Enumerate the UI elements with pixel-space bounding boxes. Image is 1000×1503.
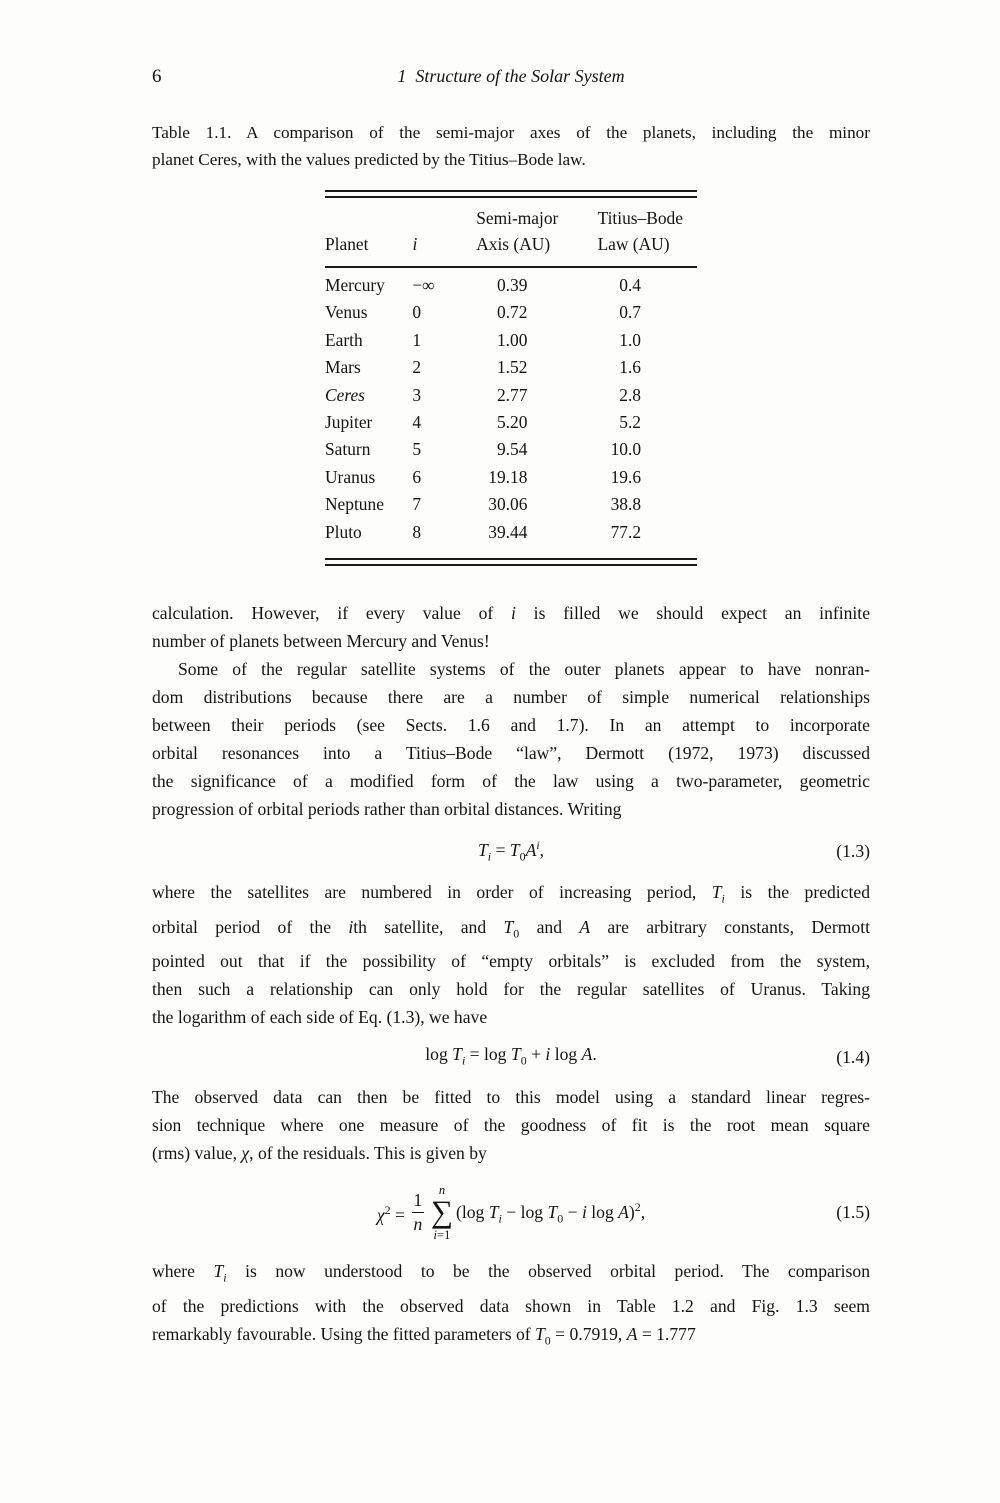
text-line: the significance of a modified form of the law using a two-parameter, geometric — [152, 770, 870, 791]
planet-name: Neptune — [325, 494, 384, 515]
table-header-row — [325, 198, 697, 266]
axis-value: 39.44 — [488, 521, 528, 542]
table-row — [325, 439, 697, 466]
body-text — [152, 599, 870, 1354]
i-value: −∞ — [412, 275, 435, 295]
planet-name: Saturn — [325, 439, 371, 460]
i-value: 7 — [412, 494, 422, 515]
text-line: progression of orbital periods rather than orbital distances. Writing — [152, 798, 622, 819]
page-header — [152, 66, 870, 96]
fraction — [412, 1191, 424, 1234]
equation-number: (1.5) — [836, 1202, 870, 1223]
law-value: 1.6 — [619, 357, 642, 378]
table-caption-line: planet Ceres, with the values predicted by the Titius–Bode law. — [152, 149, 586, 169]
summation-lower-limit: i=1 — [433, 1227, 451, 1242]
planet-name: Jupiter — [325, 411, 373, 432]
axis-value: 0.39 — [496, 275, 528, 295]
law-value: 10.0 — [610, 439, 642, 460]
paragraph — [152, 1083, 870, 1167]
i-value: 2 — [412, 357, 422, 378]
text-line: (rms) value, χ, of the residuals. This is given by — [152, 1143, 487, 1164]
text-line: orbital resonances into a Titius–Bode “law”, Dermott (1972, 1973) discussed — [152, 742, 870, 763]
table-rule-bottom — [325, 558, 697, 566]
i-value: 0 — [412, 302, 422, 323]
planet-name: Venus — [325, 302, 368, 323]
i-value: 6 — [412, 466, 422, 487]
table-caption-line: Table 1.1. A comparison of the semi-major axes of the planets, including the minor — [152, 123, 870, 142]
equation-lhs: $\chi^2$ = — [376, 1202, 405, 1225]
paragraph — [152, 599, 870, 655]
law-value: 2.8 — [619, 384, 642, 405]
text-line: pointed out that if the possibility of “empty orbitals” is excluded from the system, — [152, 951, 870, 972]
axis-value: 1.52 — [496, 357, 528, 378]
text-line: dom distributions because there are a number of simple numerical relationships — [152, 686, 870, 707]
axis-value: 1.00 — [496, 329, 528, 350]
header-titius-bode — [590, 205, 697, 257]
planet-name: Pluto — [325, 521, 362, 542]
i-value: 1 — [412, 329, 422, 350]
summation — [431, 1184, 453, 1241]
axis-value: 2.77 — [496, 384, 528, 405]
paragraph — [152, 1257, 870, 1354]
i-value: 4 — [412, 411, 422, 432]
text-line: of the predictions with the observed data shown in Table 1.2 and Fig. 1.3 seem — [152, 1295, 870, 1316]
text-line: where $T_i$ is now understood to be the observed orbital period. The comparison — [152, 1261, 870, 1285]
planet-name: Uranus — [325, 466, 376, 487]
fraction-denominator: n — [413, 1214, 423, 1235]
paragraph — [152, 655, 870, 823]
table-rule-top — [325, 190, 697, 198]
equation-number: (1.4) — [836, 1047, 870, 1068]
text-line: then such a relationship can only hold for the regular satellites of Uranus. Taking — [152, 979, 870, 1000]
text-line: Some of the regular satellite systems of the outer planets appear to have nonran- — [178, 658, 870, 679]
table-row — [325, 357, 697, 384]
equation-number: (1.3) — [836, 840, 870, 861]
header-planet: Planet — [325, 234, 369, 254]
i-value: 3 — [412, 384, 422, 405]
sigma-symbol: ∑ — [430, 1194, 453, 1230]
law-value: 19.6 — [610, 466, 642, 487]
text-line: sion technique where one measure of the goodness of fit is the root mean square — [152, 1115, 870, 1136]
table-row — [325, 467, 697, 494]
table-row — [325, 412, 697, 439]
law-value: 0.7 — [619, 302, 642, 323]
summation-upper-limit: n — [438, 1182, 446, 1197]
axis-value: 30.06 — [488, 494, 528, 515]
equation-1-3 — [152, 831, 870, 870]
law-value: 38.8 — [610, 494, 642, 515]
table-row — [325, 275, 697, 302]
running-head: 1 Structure of the Solar System — [397, 66, 625, 86]
planet-name: Ceres — [325, 384, 365, 405]
axis-value: 0.72 — [496, 302, 528, 323]
table-row — [325, 330, 697, 357]
equation-body: $T_i = T_0A^i$, — [477, 837, 545, 864]
text-line: The observed data can then be fitted to this model using a standard linear regres- — [152, 1087, 870, 1108]
fraction-numerator: 1 — [413, 1189, 423, 1210]
page-number: 6 — [152, 66, 162, 87]
equation-body: (log $T_i - \log T_0 - i$ log A)$^2$, — [456, 1199, 646, 1225]
text-line: the logarithm of each side of Eq. (1.3), we have — [152, 1007, 488, 1028]
text-line: remarkably favourable. Using the fitted parameters of $T_0 = 0.7919$, A = 1.777 — [152, 1323, 696, 1348]
planet-name: Mars — [325, 357, 361, 378]
table-row — [325, 522, 697, 549]
axis-value: 5.20 — [496, 411, 528, 432]
i-value: 8 — [412, 521, 422, 542]
equation-body: $\log T_i = \log T_0 + i$ log A. — [425, 1044, 597, 1068]
law-value: 0.4 — [619, 275, 642, 295]
header-law-line1: Titius–Bode — [597, 208, 683, 228]
text-line: number of planets between Mercury and Venus! — [152, 630, 490, 651]
text-line: where the satellites are numbered in order of increasing period, $T_i$ is the predicted — [152, 882, 870, 906]
paragraph — [152, 878, 870, 1031]
planet-name: Earth — [325, 329, 363, 350]
table-body — [325, 268, 697, 558]
text-line: orbital period of the ith satellite, and $T_0$ and A are arbitrary constants, Dermott — [152, 916, 870, 941]
i-value: 5 — [412, 439, 422, 460]
axis-value: 19.18 — [488, 466, 528, 487]
text-line: calculation. However, if every value of i is filled we should expect an infinite — [152, 602, 871, 623]
planets-table — [325, 190, 697, 566]
table-row — [325, 494, 697, 521]
text-line: between their periods (see Sects. 1.6 and 1.7). In an attempt to incorporate — [152, 714, 870, 735]
table-row — [325, 302, 697, 329]
header-semimajor-axis — [468, 205, 589, 257]
law-value: 1.0 — [619, 329, 642, 350]
table-row — [325, 385, 697, 412]
table-caption — [152, 120, 870, 173]
fraction-bar — [412, 1212, 424, 1213]
header-axis-line1: Semi-major — [476, 208, 559, 228]
header-law-line2: Law (AU) — [597, 234, 670, 254]
law-value: 5.2 — [619, 411, 642, 432]
axis-value: 9.54 — [496, 439, 528, 460]
equation-1-4 — [152, 1039, 870, 1075]
header-i: i — [412, 234, 418, 254]
header-axis-line2: Axis (AU) — [476, 234, 551, 254]
equation-1-5 — [152, 1175, 870, 1249]
planet-name: Mercury — [325, 275, 385, 295]
law-value: 77.2 — [610, 521, 642, 542]
text-block — [152, 66, 870, 1354]
